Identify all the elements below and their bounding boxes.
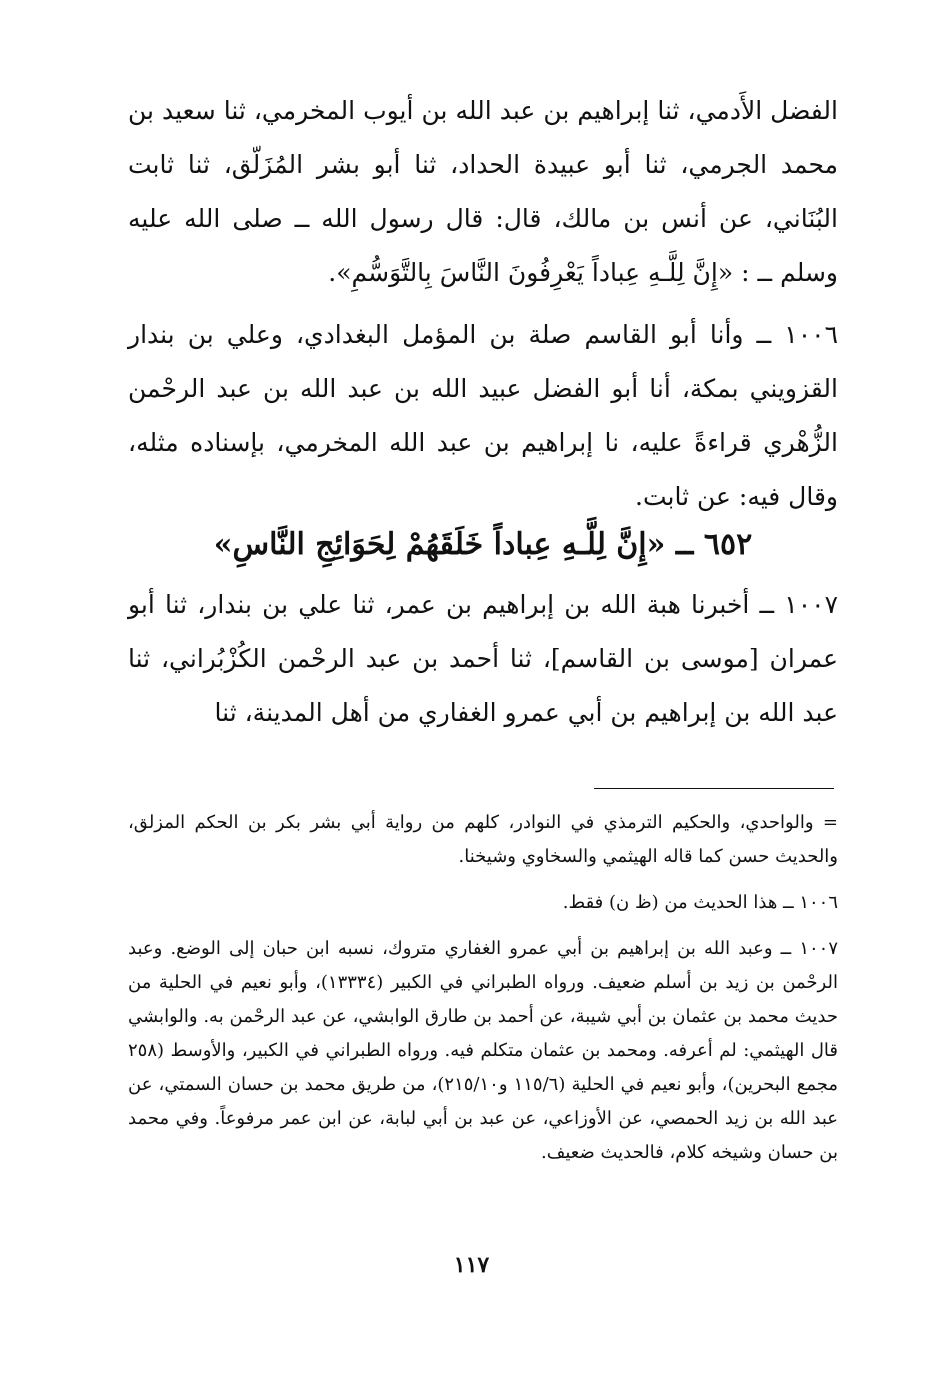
main-text-bottom [128,578,838,740]
paragraph-continuation: الفضل الأَدمي، ثنا إبراهيم بن عبد الله بن أيوب المخرمي، ثنا سعيد بن محمد الجرمي، ثنا أبو عبيدة الحداد، ثنا أبو بشر المُزَلّق، ثنا ثابت البُنَاني، عن أنس بن مالك، قال: قال رسول الله ــ صلى الله عليه وسلم ــ : «إِنَّ لِلَّـهِ عِباداً يَعْرِفُونَ النَّاسَ بِالتَّوَسُّمِ». [128,96,838,287]
hadith-heading-652: ٦٥٢ ــ «إِنَّ لِلَّـهِ عِباداً خَلَقَهُمْ لِحَوَائِجِ النَّاسِ» [213,527,753,562]
page-number: ١١٧ [453,1252,490,1278]
paragraph-1007: ١٠٠٧ ــ أخبرنا هبة الله بن إبراهيم بن عمر، ثنا علي بن بندار، ثنا أبو عمران [موسى بن القاسم]، ثنا أحمد بن عبد الرحْمن الكُزْبُراني، ثنا عبد الله بن إبراهيم بن أبي عمرو الغفاري من أهل المدينة، ثنا [128,590,838,727]
footnote-separator [594,788,834,789]
footnotes [128,806,838,1170]
footnote-1007: ١٠٠٧ ــ وعبد الله بن إبراهيم بن أبي عمرو الغفاري متروك، نسبه ابن حبان إلى الوضع. وعبد الرحْمن بن زيد بن أسلم ضعيف. ورواه الطبراني في الكبير (١٣٣٣٤)، وأبو نعيم في الحلية من حديث محمد بن عثمان بن أبي شيبة، عن أحمد بن طارق الوابشي، عن عبد الرحْمن به. والوابشي قال الهيثمي: لم أعرفه. ومحمد بن عثمان متكلم فيه. ورواه الطبراني في الكبير، والأوسط (٢٥٨ مجمع البحرين)، وأبو نعيم في الحلية (١١٥/٦ و٢١٥/١٠)، من طريق محمد بن حسان السمتي، عن عبد الله بن زيد الحمصي، عن الأوزاعي، عن عبد بن أبي لبابة، عن ابن عمر مرفوعاً. وفي محمد بن حسان وشيخه كلام، فالحديث ضعيف. [128,938,838,1163]
paragraph-1006: ١٠٠٦ ــ وأنا أبو القاسم صلة بن المؤمل البغدادي، وعلي بن بندار القزويني بمكة، أنا أبو الفضل عبيد الله بن عبد الله بن عبد الرحْمن الزُّهْري قراءةً عليه، نا إبراهيم بن عبد الله المخرمي، بإسناده مثله، وقال فيه: عن ثابت. [128,320,838,511]
footnote-continuation: = والواحدي، والحكيم الترمذي في النوادر، كلهم من رواية أبي بشر بكر بن الحكم المزلق، والحديث حسن كما قاله الهيثمي والسخاوي وشيخنا. [128,812,838,867]
footnote-1006: ١٠٠٦ ــ هذا الحديث من (ظ ن) فقط. [562,892,838,913]
main-text-top [128,84,838,524]
